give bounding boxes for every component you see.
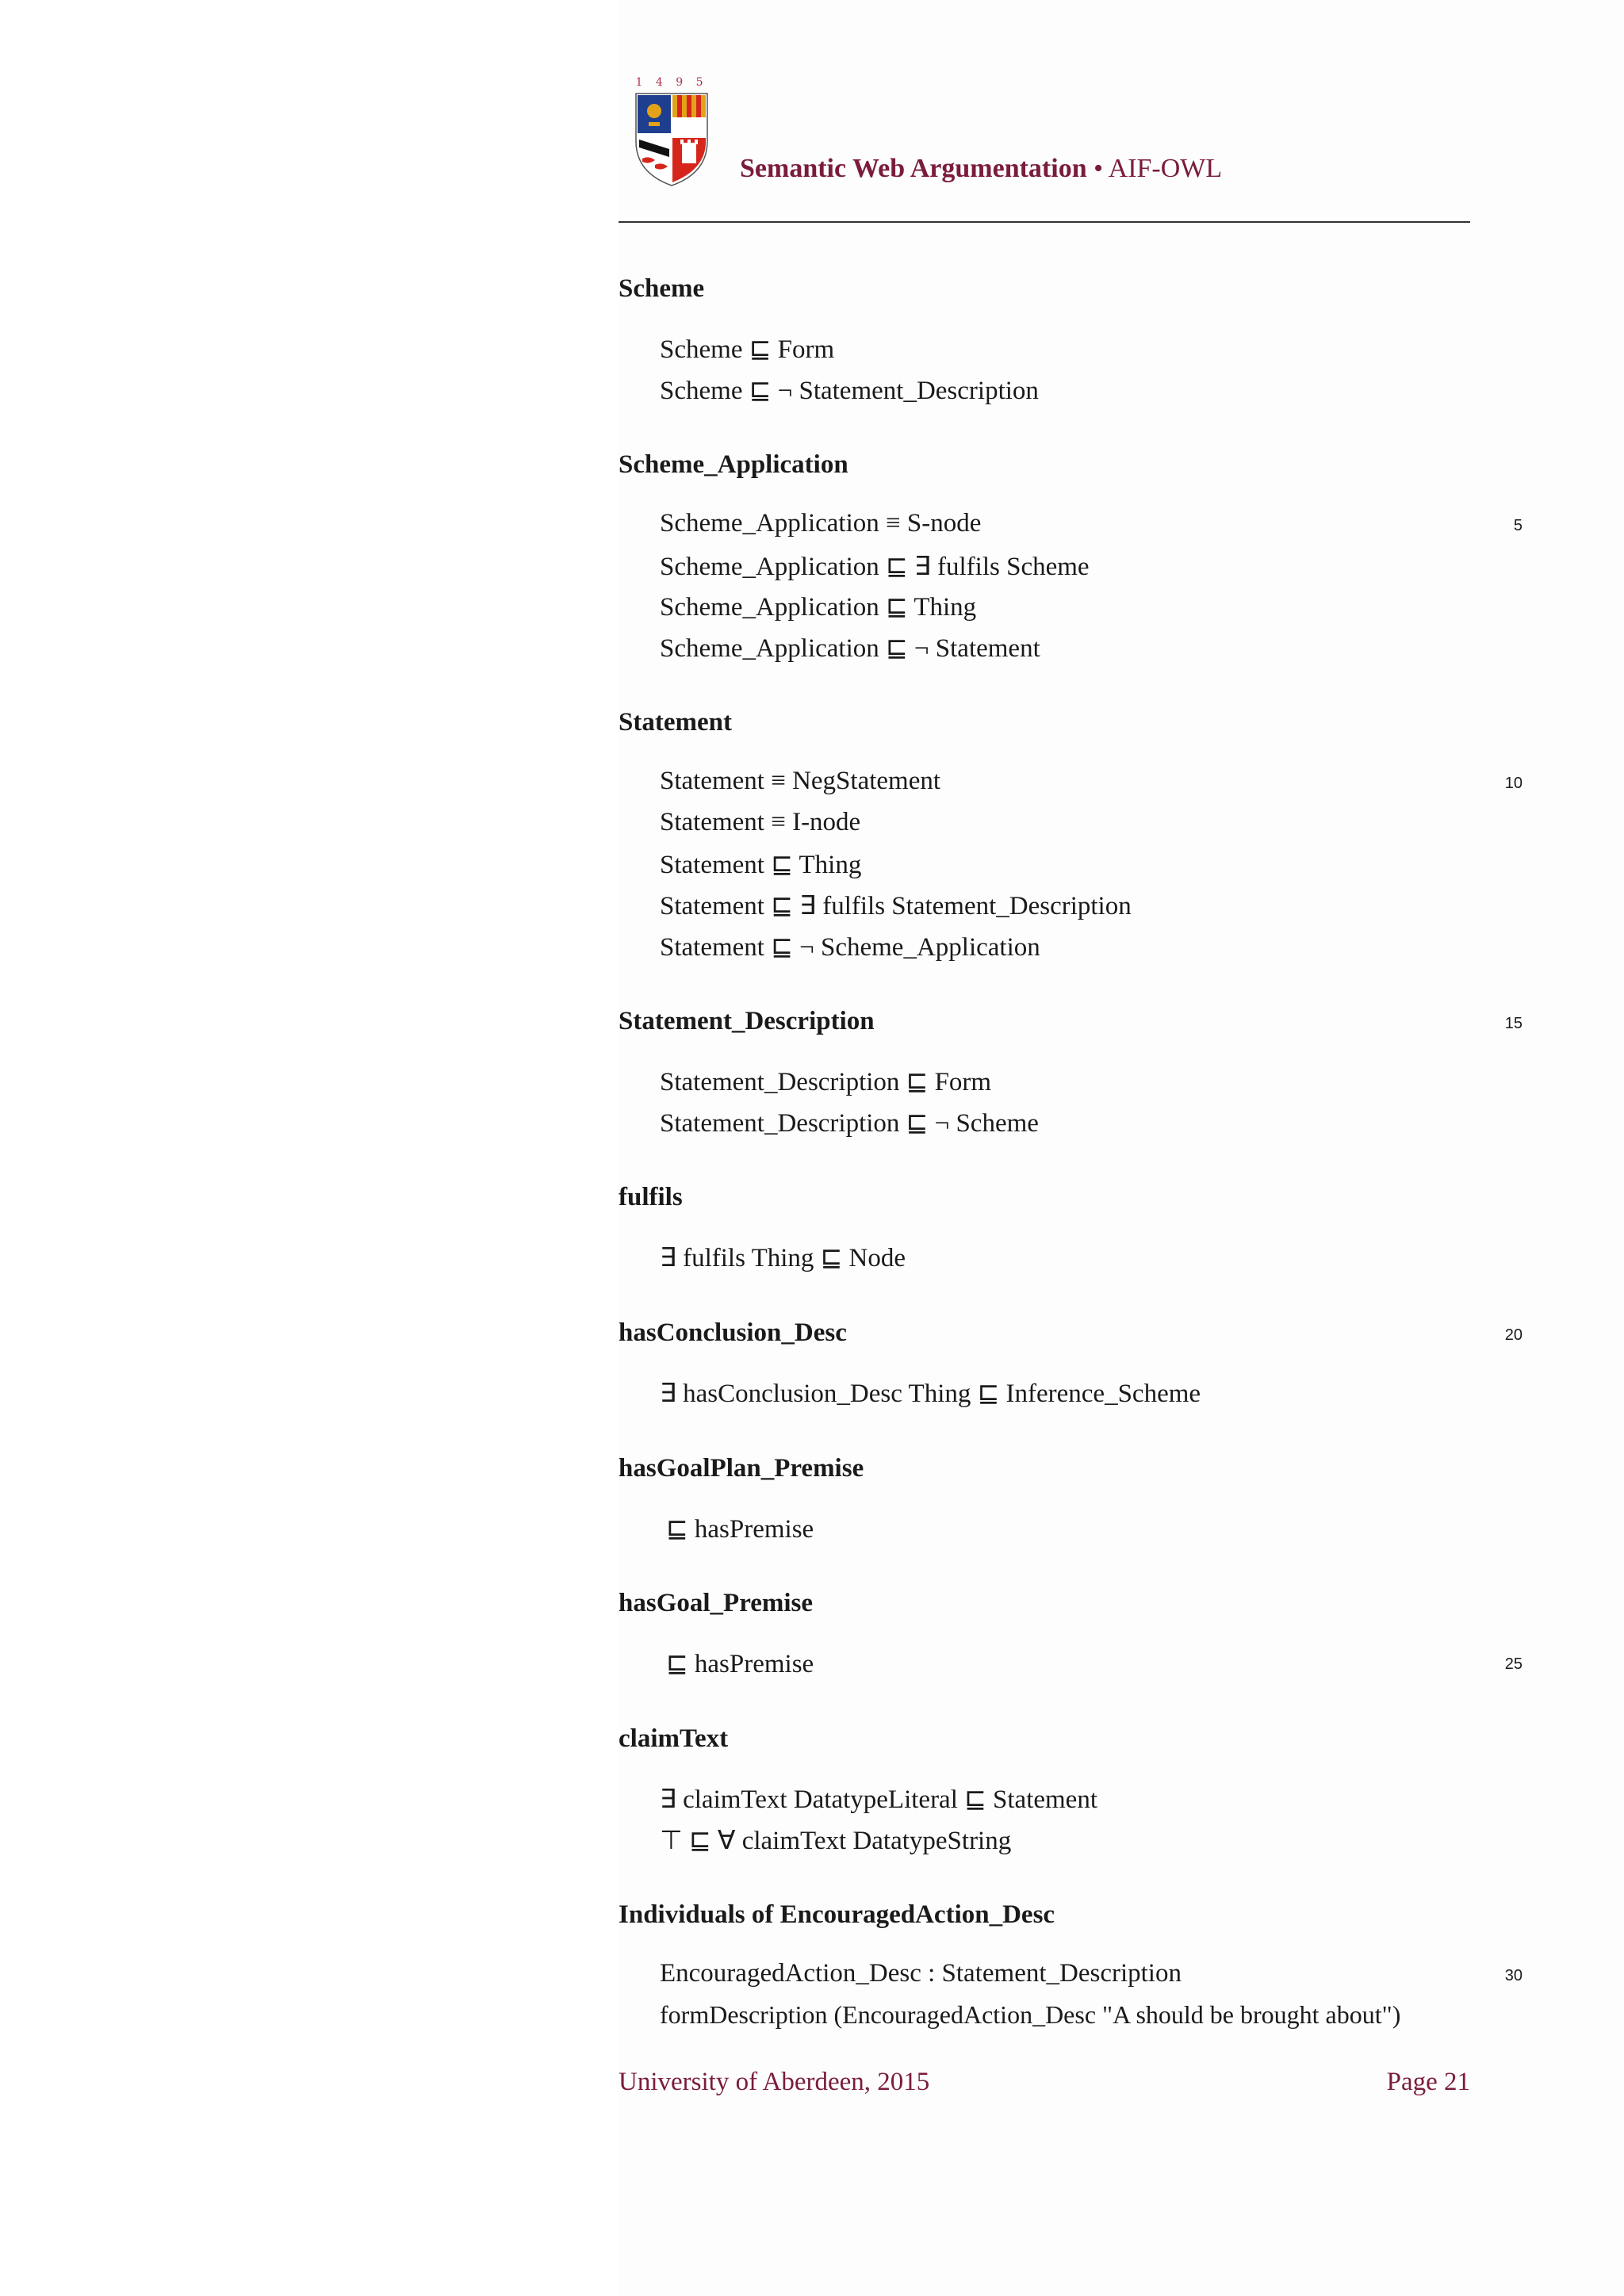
axiom-line: EncouragedAction_Desc : Statement_Description — [660, 1959, 1182, 1988]
axiom-line: Scheme ⊑ Form — [660, 335, 835, 364]
section-heading-claim-text: claimText — [619, 1724, 729, 1753]
footer-institution: University of Aberdeen, 2015 — [619, 2068, 930, 2096]
line-number: 25 — [1504, 1655, 1522, 1673]
axiom-line: Scheme_Application ⊑ Thing — [660, 593, 977, 622]
section-heading-has-goal-plan-premise: hasGoalPlan_Premise — [619, 1454, 864, 1483]
axiom-line: ⊑ hasPremise — [666, 1515, 814, 1544]
axiom-line: Statement ≡ I-node — [660, 808, 861, 836]
crest-year: 1 4 9 5 — [635, 76, 708, 89]
header-title: Semantic Web Argumentation — [740, 154, 1087, 183]
section-heading-statement-description: Statement_Description — [619, 1007, 875, 1035]
line-number: 10 — [1504, 775, 1522, 792]
section-heading-scheme: Scheme — [619, 274, 705, 303]
axiom-line: Statement_Description ⊑ ¬ Scheme — [660, 1109, 1039, 1138]
axiom-line: Scheme_Application ⊑ ¬ Statement — [660, 634, 1040, 663]
section-heading-has-goal-premise: hasGoal_Premise — [619, 1589, 814, 1617]
line-number: 20 — [1504, 1326, 1522, 1344]
header-rule — [619, 221, 1470, 223]
axiom-line: Scheme_Application ≡ S-node — [660, 509, 982, 538]
section-heading-individuals: Individuals of EncouragedAction_Desc — [619, 1900, 1055, 1929]
axiom-line: formDescription (EncouragedAction_Desc "A should be brought about") — [660, 2000, 1401, 2029]
running-header — [740, 154, 1222, 184]
section-heading-statement: Statement — [619, 708, 732, 737]
axiom-line: Statement ≡ NegStatement — [660, 767, 941, 795]
axiom-line: Statement ⊑ ¬ Scheme_Application — [660, 933, 1040, 962]
header-subtitle: AIF-OWL — [1108, 154, 1223, 183]
page-number: Page 21 — [1386, 2068, 1470, 2096]
axiom-line: ∃ claimText DatatypeLiteral ⊑ Statement — [660, 1785, 1097, 1814]
line-number: 30 — [1504, 1967, 1522, 1984]
line-number: 5 — [1513, 517, 1522, 534]
axiom-line: Statement_Description ⊑ Form — [660, 1068, 992, 1096]
university-crest-icon — [633, 76, 710, 187]
header-separator: • — [1094, 154, 1104, 183]
section-heading-has-conclusion-desc: hasConclusion_Desc — [619, 1318, 847, 1347]
axiom-line: Statement ⊑ ∃ fulfils Statement_Description — [660, 892, 1132, 920]
axiom-line: Scheme_Application ⊑ ∃ fulfils Scheme — [660, 553, 1090, 581]
section-heading-fulfils: fulfils — [619, 1183, 683, 1211]
line-number: 15 — [1504, 1015, 1522, 1032]
axiom-line: ⊑ hasPremise — [666, 1650, 814, 1678]
axiom-line: ⊤ ⊑ ∀ claimText DatatypeString — [660, 1827, 1012, 1855]
section-heading-scheme-application: Scheme_Application — [619, 450, 848, 479]
axiom-line: ∃ hasConclusion_Desc Thing ⊑ Inference_Scheme — [660, 1380, 1201, 1408]
axiom-line: Statement ⊑ Thing — [660, 851, 862, 879]
axiom-line: ∃ fulfils Thing ⊑ Node — [660, 1244, 906, 1272]
axiom-line: Scheme ⊑ ¬ Statement_Description — [660, 377, 1039, 405]
